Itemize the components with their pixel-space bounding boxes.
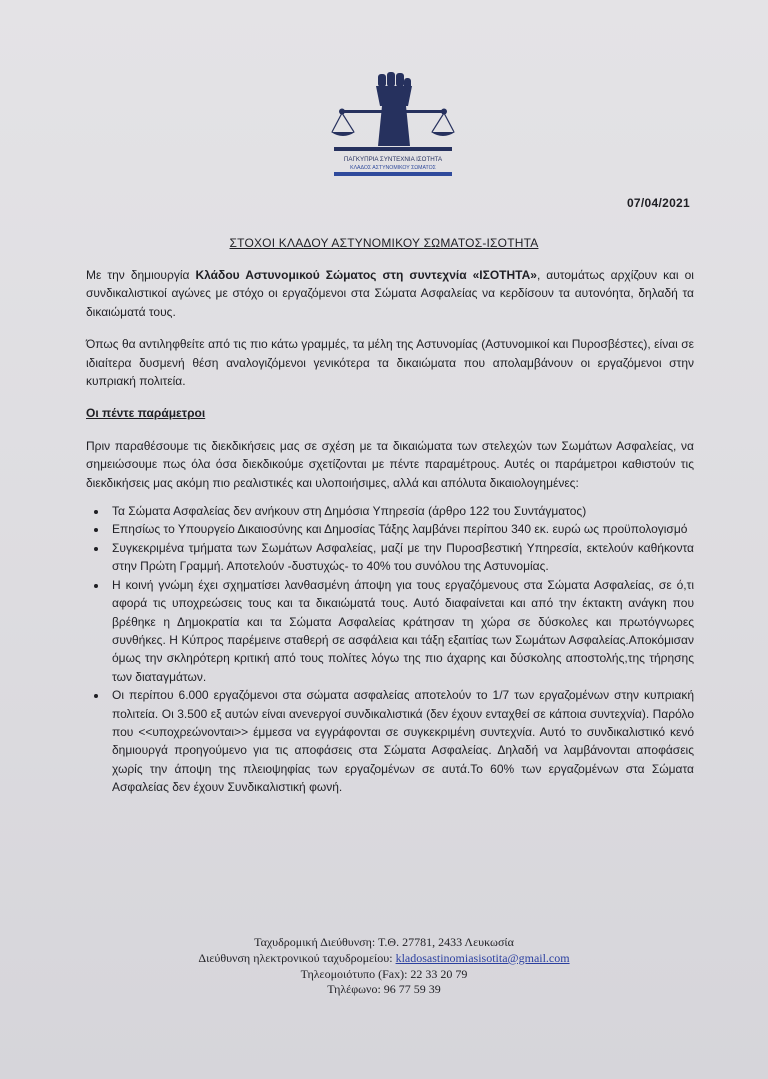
email-line (0, 951, 768, 967)
intro-paragraph-1 (86, 266, 694, 321)
list-item: • Επησίως το Υπουργείο Δικαιοσύνης και Δημοσίας Τάξης λαμβάνει περίπου 340 εκ. ευρώ ως προϋπολογισμό (108, 520, 694, 538)
section-heading: Οι πέντε παράμετροι (86, 406, 206, 421)
union-logo (330, 70, 456, 182)
intro-p1-post: , αυτομάτως αρχίζουν και οι συνδικαλιστικοί αγώνες με στόχο οι εργαζόμενοι στα Σώματα Ασφαλείας να κερδίσουν τα αυτονόητα, δηλαδή τα δικαιώματά τους. (86, 268, 694, 319)
document-body (86, 266, 694, 797)
section-intro: Πριν παραθέσουμε τις διεκδικήσεις μας σε σχέση με τα δικαιώματα των στελεχών των Σωμάτων Ασφαλείας, να σημειώσουμε πως όλα όσα διεκδικούμε σχετίζονται με πέντε παραμέτρους. Αυτές οι παράμετροι καθιστούν τις διεκδικήσεις μας ακόμη πιο ρεαλιστικές και υλοποιήσιμες, αλλά και απόλυτα δικαιολογημένες: (86, 438, 694, 490)
document-date: 07/04/2021 (626, 196, 690, 210)
list-item: • Οι περίπου 6.000 εργαζόμενοι στα σώματα ασφαλείας αποτελούν το 1/7 των εργαζομένων στην κυπριακή πολιτεία. Οι 3.500 εξ αυτών είναι ανενεργοί συνδικαλιστικά (δεν έχουν ενταχθεί σε κάποια συντεχνία). Παρόλο που <<υποχρεώνονται>> έμμεσα να εγγράφονται σε συγκεκριμένη συντεχνία. Αυτό το συνδικαλιστικό κενό δημιουργά προηγούμενο για τις αποφάσεις στα Σώματα Ασφαλείας. Δηλαδή να λαμβάνονται αποφάσεις χωρίς την άποψη της πλειοψηφίας των εργαζομένων σε αυτά.Το 60% των εργαζομένων στα Σώματα Ασφαλείας δεν έχουν Συνδικαλιστική φωνή. (108, 686, 694, 796)
list-item: • Συγκεκριμένα τμήματα των Σωμάτων Ασφαλείας, μαζί με την Πυροσβεστική Υπηρεσία, εκτελούν καθήκοντα στην Πρώτη Γραμμή. Αποτελούν -δυστυχώς- το 40% του συνόλου της Αστυνομίας. (108, 539, 694, 576)
email-label: Διεύθυνση ηλεκτρονικού ταχυδρομείου: (198, 950, 396, 965)
intro-p1-bold: Κλάδου Αστυνομικού Σώματος στη συντεχνία «ΙΣΟΤΗΤΑ» (195, 268, 537, 282)
logo-text-line1: ΠΑΓΚΥΠΡΙΑ ΣΥΝΤΕΧΝΙΑ ΙΣΟΤΗΤΑ (343, 156, 443, 163)
contact-footer (0, 935, 768, 998)
list-item: • Η κοινή γνώμη έχει σχηματίσει λανθασμένη άποψη για τους εργαζόμενους στα Σώματα Ασφαλείας, σε ό,τι αφορά τις υποχρεώσεις τους και τα δικαιώματά τους. Αυτό διαφαίνεται και από την έκτακτη ανάγκη που βρέθηκε η Δημοκρατία και τα Σώματα Ασφαλείας κράτησαν τη χώρα σε δύσκολες και πρωτόγνωρες συνθήκες. Η Κύπρος παρέμεινε σταθερή σε ασφάλεια και τάξη εξαιτίας των Σωμάτων Ασφαλείας.Αποκόμισαν όμως την σκληρότερη κριτική από τους πολίτες λόγω της πιο άχαρης και δύσκολης αποστολής,της τήρησης των διαταγμάτων. (108, 576, 694, 686)
intro-p1-pre: Με την δημιουργία (86, 268, 196, 282)
fax-number: Τηλεομοιότυπο (Fax): 22 33 20 79 (300, 966, 468, 981)
postal-address: Ταχυδρομική Διεύθυνση: Τ.Θ. 27781, 2433 Λευκωσία (254, 935, 514, 949)
list-item: • Τα Σώματα Ασφαλείας δεν ανήκουν στη Δημόσια Υπηρεσία (άρθρο 122 του Συντάγματος) (108, 502, 694, 520)
intro-paragraph-2: Όπως θα αντιληφθείτε από τις πιο κάτω γραμμές, τα μέλη της Αστυνομίας (Αστυνομικοί και Πυροσβέστες), είναι σε ιδιαίτερα δυσμενή θέση αναλογιζόμενοι γενικότερα τα δικαιώματα που απολαμβάνουν οι εργαζόμενοι στην κυπριακή πολιτεία. (86, 337, 694, 389)
parameters-list (86, 502, 694, 797)
logo-text-line2: ΚΛΑΔΟΣ ΑΣΤΥΝΟΜΙΚΟΥ ΣΩΜΑΤΟΣ (350, 165, 436, 171)
email-link[interactable]: kladosastinomiasisotita@gmail.com (395, 950, 570, 965)
document-title: ΣΤΟΧΟΙ ΚΛΑΔΟΥ ΑΣΤΥΝΟΜΙΚΟΥ ΣΩΜΑΤΟΣ-ΙΣΟΤΗΤΑ (229, 236, 539, 250)
phone-number: Τηλέφωνο: 96 77 59 39 (327, 982, 441, 997)
